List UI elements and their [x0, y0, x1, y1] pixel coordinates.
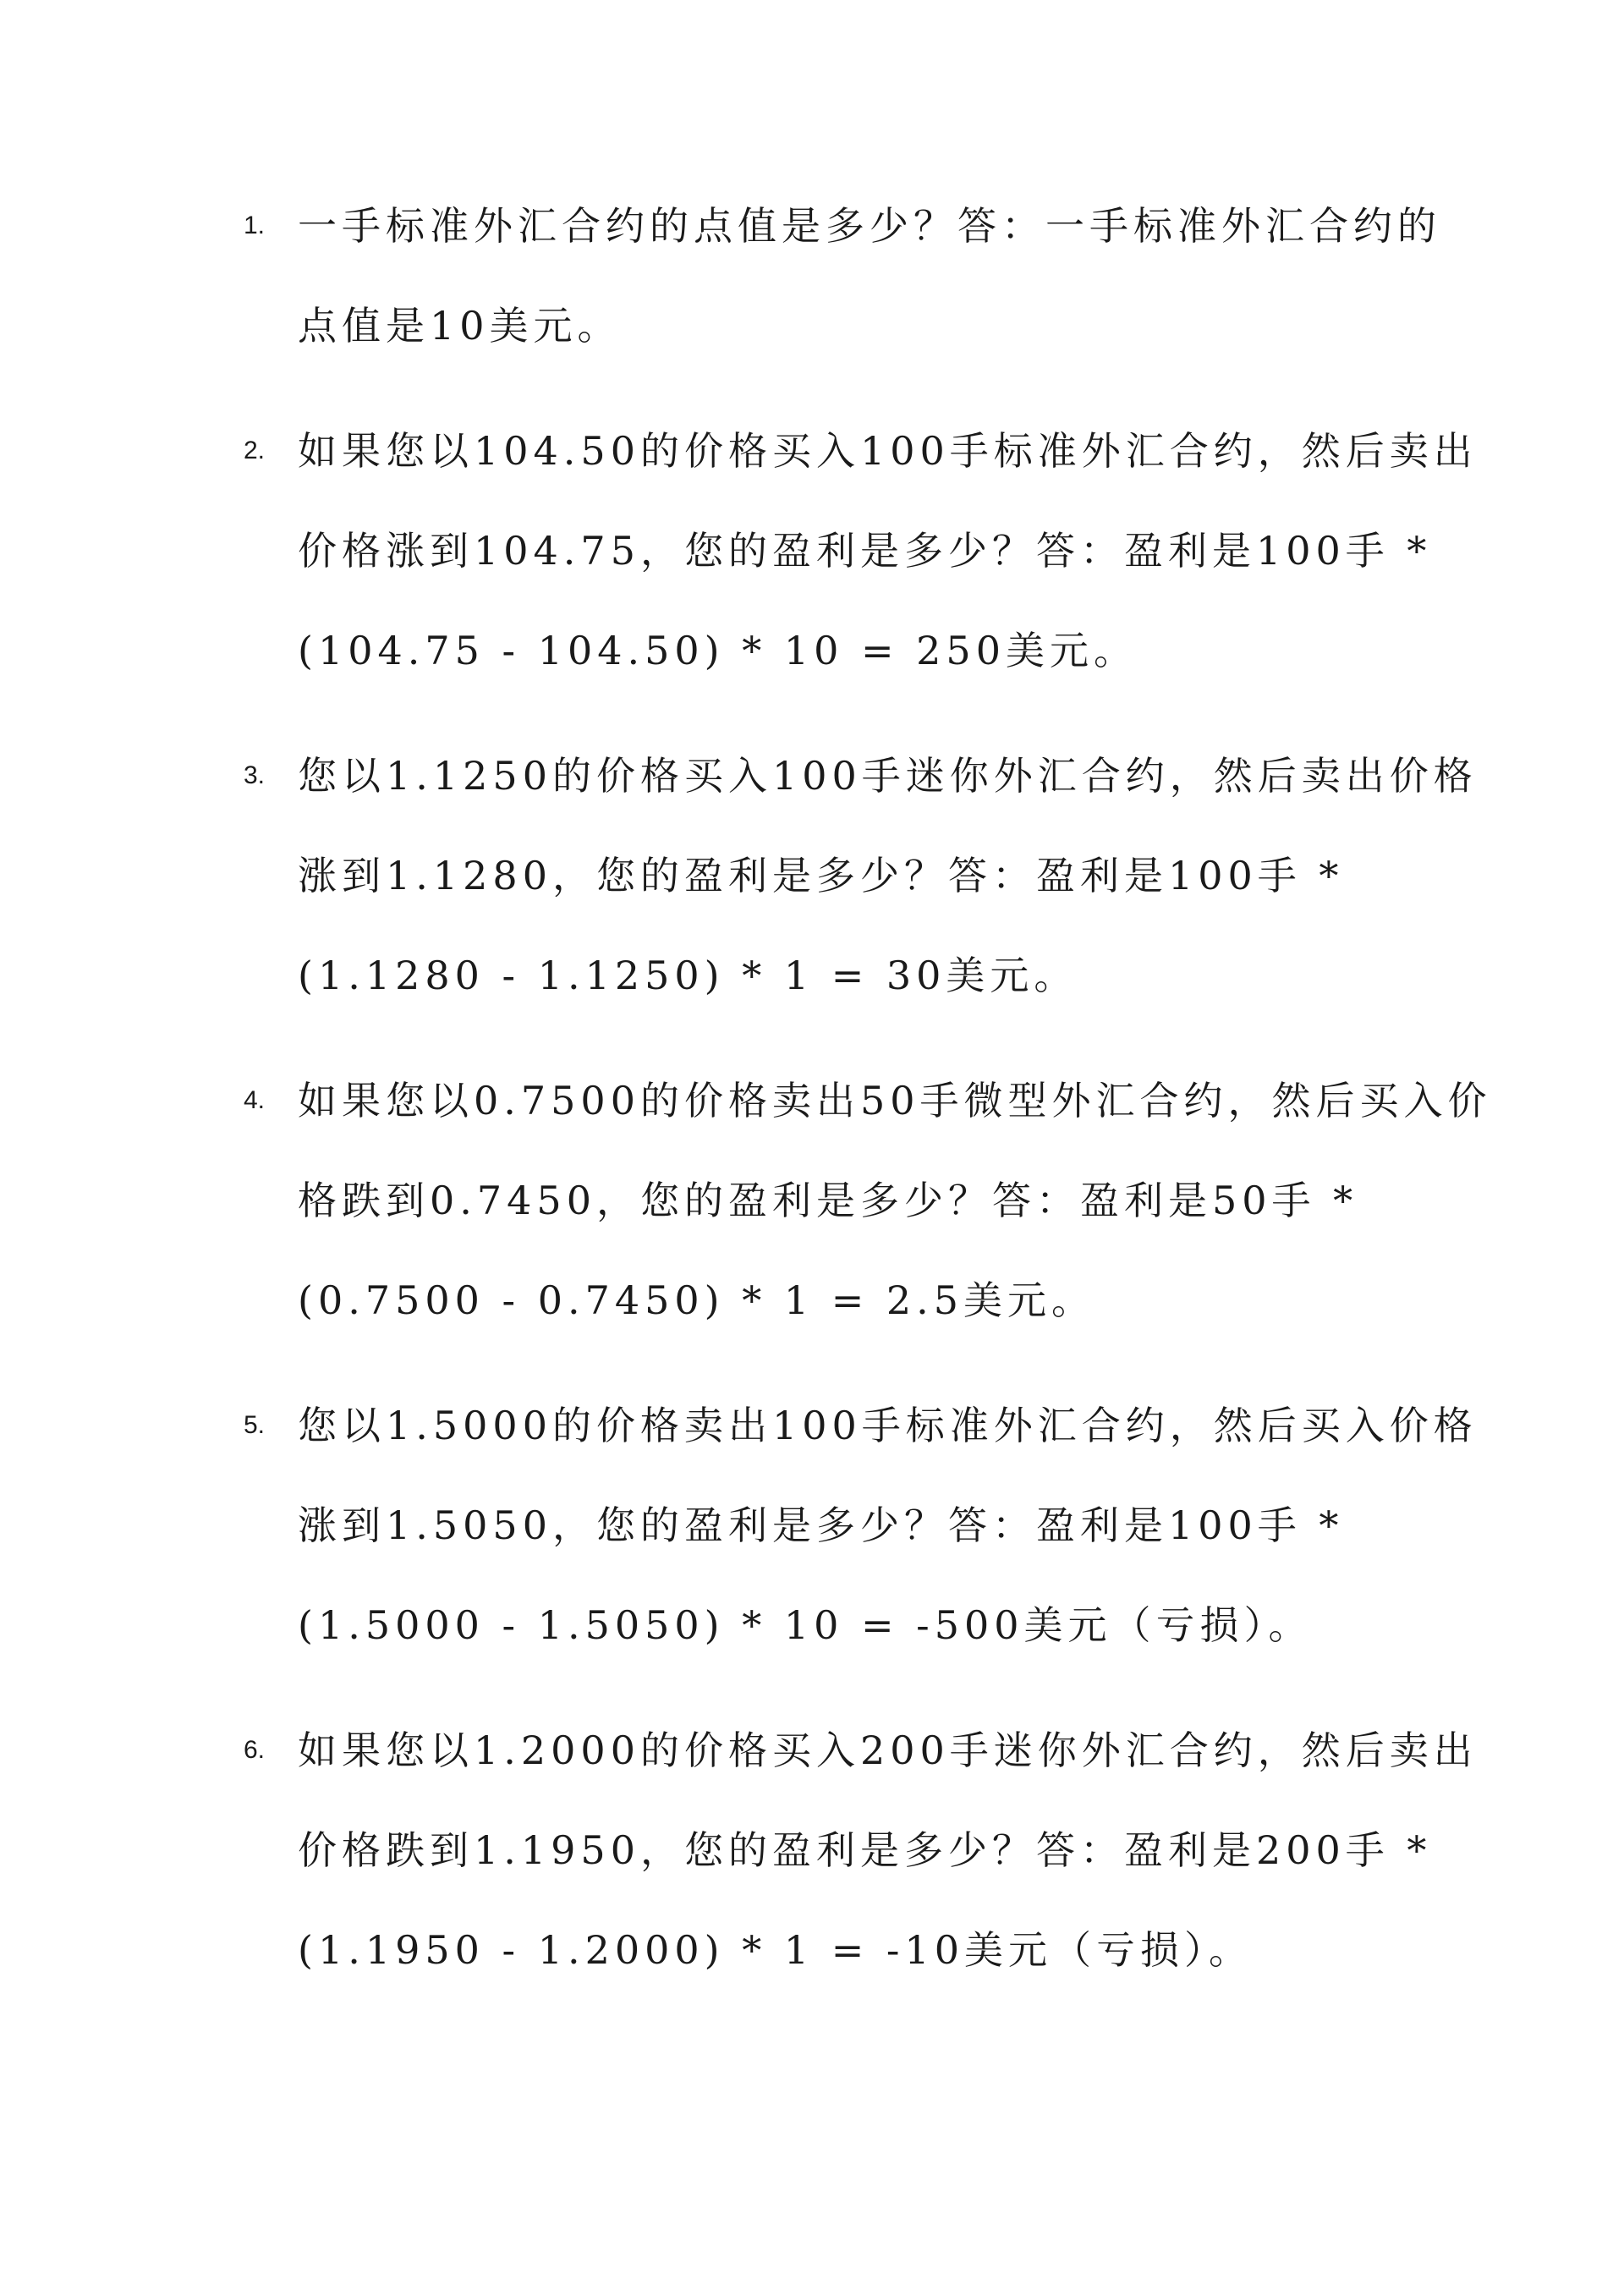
text-line: (104.75 - 104.50) * 10 = 250美元。: [298, 628, 1138, 673]
list-item: [235, 1376, 1478, 1675]
item-text: [298, 401, 1478, 700]
text-line: 如果您以104.50的价格买入100手标准外汇合约，然后卖出: [298, 428, 1478, 474]
item-number: 1.: [244, 211, 266, 239]
qa-list: [235, 176, 1492, 2025]
text-line: (1.5000 - 1.5050) * 10 = -500美元（亏损）。: [298, 1602, 1313, 1648]
text-line: 您以1.5000的价格卖出100手标准外汇合约，然后买入价格: [298, 1403, 1478, 1448]
list-item: [235, 176, 1441, 376]
item-text: [298, 1700, 1478, 2000]
item-text: [298, 726, 1478, 1025]
item-text: [298, 1376, 1478, 1675]
text-line: 点值是10美元。: [298, 303, 622, 349]
list-item: [235, 1700, 1478, 2000]
list-item: [235, 1051, 1492, 1350]
list-item: [235, 401, 1478, 700]
text-line: (1.1950 - 1.2000) * 1 = -10美元（亏损）。: [298, 1927, 1253, 1973]
text-line: 涨到1.1280，您的盈利是多少？答：盈利是100手 *: [298, 853, 1344, 898]
text-line: 价格涨到104.75，您的盈利是多少？答：盈利是100手 *: [298, 528, 1432, 574]
text-line: 如果您以0.7500的价格卖出50手微型外汇合约，然后买入价: [298, 1078, 1492, 1123]
text-line: 价格跌到1.1950，您的盈利是多少？答：盈利是200手 *: [298, 1827, 1432, 1873]
text-line: (1.1280 - 1.1250) * 1 = 30美元。: [298, 953, 1078, 998]
item-number: 6.: [244, 1736, 266, 1764]
text-line: 您以1.1250的价格买入100手迷你外汇合约，然后卖出价格: [298, 753, 1478, 799]
text-line: 一手标准外汇合约的点值是多少？答：一手标准外汇合约的: [298, 203, 1441, 249]
item-number: 2.: [244, 437, 266, 464]
text-line: 如果您以1.2000的价格买入200手迷你外汇合约，然后卖出: [298, 1727, 1478, 1773]
text-line: 涨到1.5050，您的盈利是多少？答：盈利是100手 *: [298, 1502, 1344, 1548]
text-line: (0.7500 - 0.7450) * 1 = 2.5美元。: [298, 1277, 1096, 1323]
item-number: 5.: [244, 1411, 266, 1439]
item-text: [298, 176, 1441, 376]
item-text: [298, 1051, 1492, 1350]
item-number: 4.: [244, 1086, 266, 1114]
list-item: [235, 726, 1478, 1025]
text-line: 格跌到0.7450，您的盈利是多少？答：盈利是50手 *: [298, 1178, 1358, 1223]
item-number: 3.: [244, 761, 266, 789]
